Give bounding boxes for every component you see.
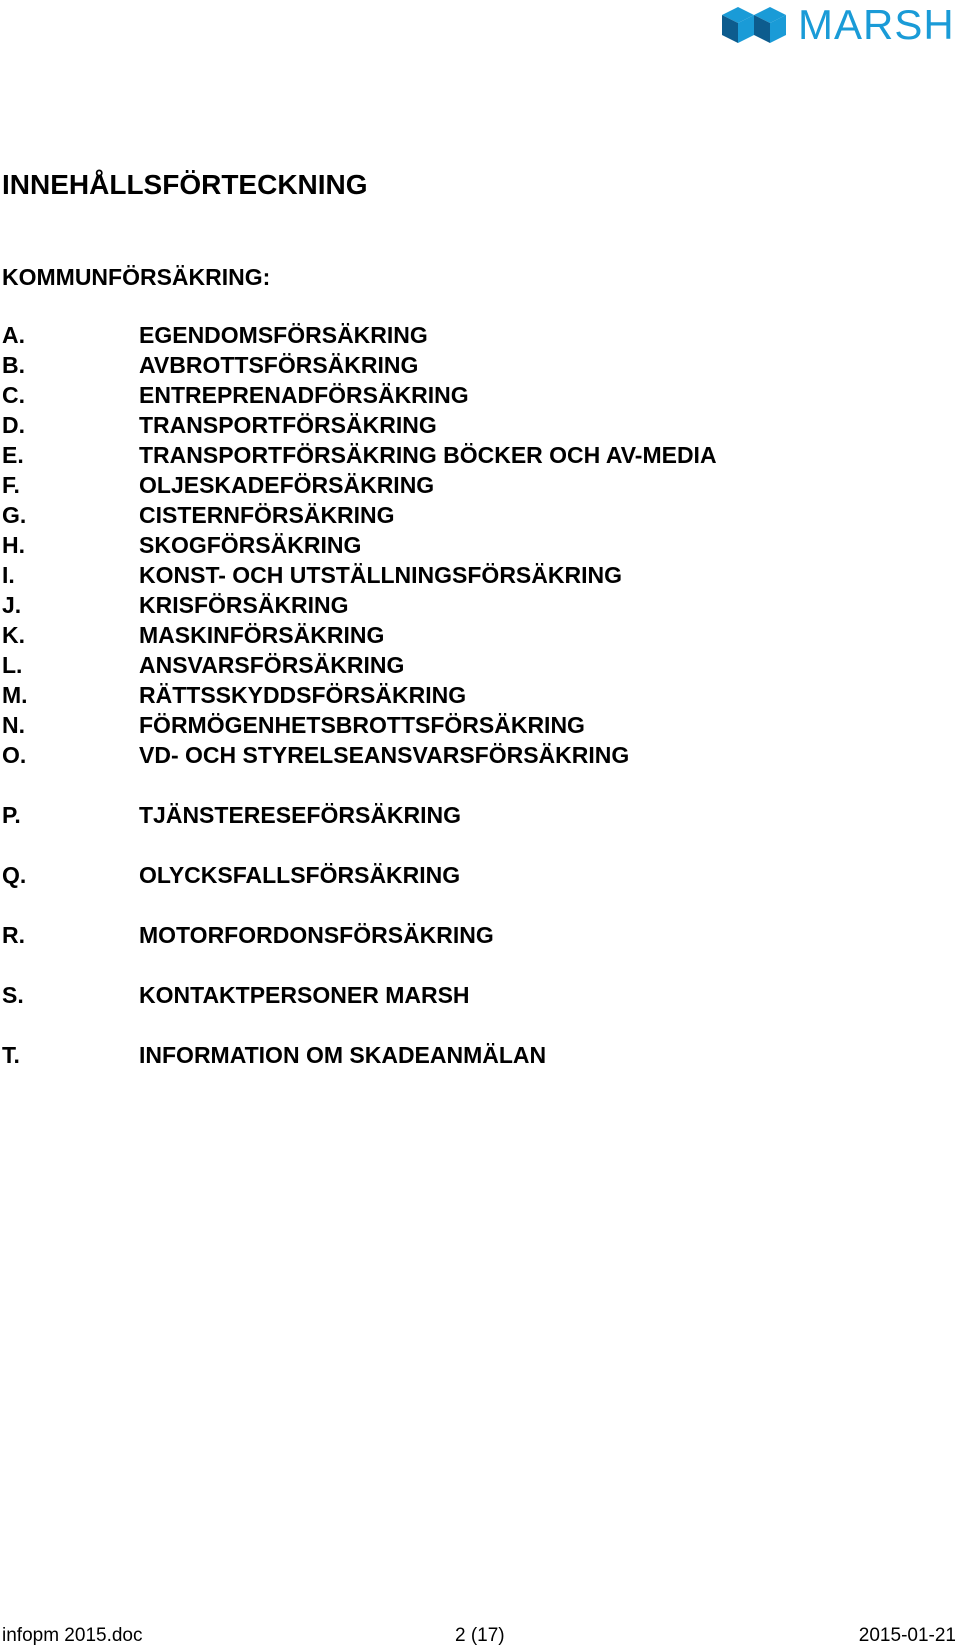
toc-entry-label: TRANSPORTFÖRSÄKRING bbox=[139, 412, 437, 438]
toc-entry-letter: H. bbox=[2, 532, 25, 558]
toc-entry bbox=[2, 530, 902, 560]
toc-entry-label: TRANSPORTFÖRSÄKRING BÖCKER OCH AV-MEDIA bbox=[139, 442, 717, 468]
toc-entry-label: AVBROTTSFÖRSÄKRING bbox=[139, 352, 419, 378]
toc-entry-letter: D. bbox=[2, 412, 25, 438]
toc-entry bbox=[2, 980, 902, 1010]
toc-entry-label: ANSVARSFÖRSÄKRING bbox=[139, 652, 405, 678]
section-heading: KOMMUNFÖRSÄKRING: bbox=[2, 264, 271, 290]
toc-entry-letter: K. bbox=[2, 622, 25, 648]
toc-entry-label: OLYCKSFALLSFÖRSÄKRING bbox=[139, 862, 461, 888]
toc-entry-letter: F. bbox=[2, 472, 20, 498]
toc-entry bbox=[2, 680, 902, 710]
toc-entry-label: VD- OCH STYRELSEANSVARSFÖRSÄKRING bbox=[139, 742, 630, 768]
toc-entry bbox=[2, 320, 902, 350]
toc-entry bbox=[2, 560, 902, 590]
marsh-logo bbox=[722, 1, 958, 48]
toc-entry-letter: P. bbox=[2, 802, 21, 828]
toc-entry bbox=[2, 590, 902, 620]
toc-entry-label: MOTORFORDONSFÖRSÄKRING bbox=[139, 922, 494, 948]
toc-entry bbox=[2, 380, 902, 410]
toc-entry-letter: A. bbox=[2, 322, 25, 348]
page-title: INNEHÅLLSFÖRTECKNING bbox=[2, 169, 368, 200]
toc-entry-label: KONTAKTPERSONER MARSH bbox=[139, 982, 470, 1008]
toc-entry-letter: L. bbox=[2, 652, 23, 678]
toc-entry-letter: R. bbox=[2, 922, 25, 948]
toc-entry-letter: J. bbox=[2, 592, 22, 618]
toc-entry-label: ENTREPRENADFÖRSÄKRING bbox=[139, 382, 469, 408]
toc-entry-label: EGENDOMSFÖRSÄKRING bbox=[139, 322, 428, 348]
page-footer bbox=[2, 1623, 956, 1649]
toc-entry-letter: T. bbox=[2, 1042, 20, 1068]
toc-entry bbox=[2, 650, 902, 680]
toc-entry bbox=[2, 410, 902, 440]
toc-entry bbox=[2, 440, 902, 470]
toc-entry-label: CISTERNFÖRSÄKRING bbox=[139, 502, 395, 528]
toc-entry-letter: B. bbox=[2, 352, 25, 378]
toc-entry-letter: N. bbox=[2, 712, 25, 738]
footer-page-number: 2 (17) bbox=[455, 1625, 505, 1646]
toc-entry bbox=[2, 620, 902, 650]
toc-entry bbox=[2, 920, 902, 950]
toc-entry bbox=[2, 800, 902, 830]
logo-wordmark: MARSH bbox=[798, 1, 955, 48]
toc-entry-label: MASKINFÖRSÄKRING bbox=[139, 622, 385, 648]
toc-entry-letter: E. bbox=[2, 442, 24, 468]
toc-entry bbox=[2, 500, 902, 530]
toc-entry-label: SKOGFÖRSÄKRING bbox=[139, 532, 362, 558]
toc-entry bbox=[2, 710, 902, 740]
toc-entry-letter: I. bbox=[2, 562, 15, 588]
toc-entry bbox=[2, 740, 902, 770]
toc-entry-label: FÖRMÖGENHETSBROTTSFÖRSÄKRING bbox=[139, 712, 585, 738]
toc-entry-letter: Q. bbox=[2, 862, 27, 888]
toc-entry-letter: G. bbox=[2, 502, 27, 528]
toc-entry-label: TJÄNSTERESEFÖRSÄKRING bbox=[139, 802, 462, 828]
toc-entry-letter: M. bbox=[2, 682, 28, 708]
toc-entry bbox=[2, 470, 902, 500]
footer-date: 2015-01-21 bbox=[858, 1625, 956, 1646]
toc-entry-label: KRISFÖRSÄKRING bbox=[139, 592, 349, 618]
toc-entry-letter: O. bbox=[2, 742, 27, 768]
toc-entry-letter: S. bbox=[2, 982, 24, 1008]
toc-entry-label: RÄTTSSKYDDSFÖRSÄKRING bbox=[139, 682, 467, 708]
toc-entry-label: INFORMATION OM SKADEANMÄLAN bbox=[139, 1042, 547, 1068]
footer-filename: infopm 2015.doc bbox=[2, 1625, 143, 1646]
toc-entry-label: KONST- OCH UTSTÄLLNINGSFÖRSÄKRING bbox=[139, 562, 622, 588]
toc-entry-letter: C. bbox=[2, 382, 25, 408]
toc-entry bbox=[2, 350, 902, 380]
toc-entry-label: OLJESKADEFÖRSÄKRING bbox=[139, 472, 435, 498]
table-of-contents bbox=[2, 320, 902, 1070]
toc-entry bbox=[2, 860, 902, 890]
marsh-logo-icon bbox=[722, 7, 786, 43]
toc-entry bbox=[2, 1040, 902, 1070]
